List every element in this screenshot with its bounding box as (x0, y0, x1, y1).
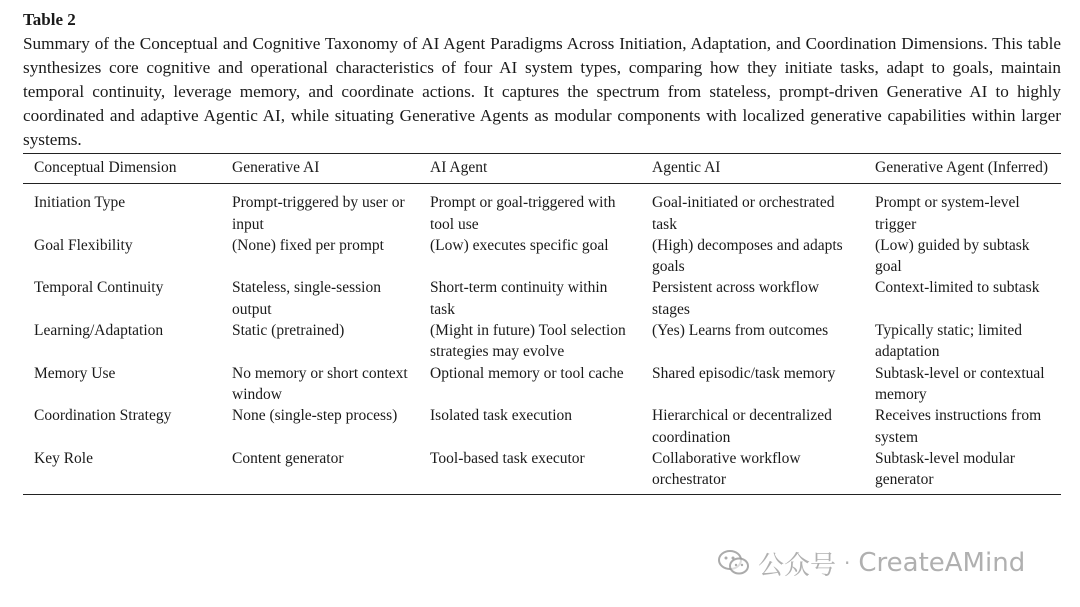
table-cell: Short-term continuity within task (430, 279, 608, 318)
table-row (23, 448, 1061, 495)
paper-page (23, 8, 1061, 489)
table-cell: Memory Use (34, 364, 116, 382)
table-cell: Learning/Adaptation (34, 322, 164, 340)
table-cell: Content generator (232, 449, 344, 467)
header-agentic-ai: Agentic AI (652, 159, 721, 176)
watermark-account: CreateAMind (858, 548, 1026, 578)
watermark-text: 公众号 (758, 550, 837, 581)
table-cell: Shared episodic/task memory (652, 364, 836, 382)
table-cell: Goal-initiated or orchestrated task (652, 194, 835, 233)
table-cell: Prompt or goal-triggered with tool use (430, 194, 616, 233)
table-cell: Subtask-level modular generator (875, 449, 1015, 489)
table-row (23, 235, 1061, 278)
table-header-row (23, 154, 1061, 184)
table-row (23, 320, 1061, 363)
table-cell: Optional memory or tool cache (430, 364, 624, 382)
table-cell: Hierarchical or decentralized coordination (652, 407, 832, 446)
taxonomy-table (23, 153, 1061, 495)
table-cell: (Low) guided by subtask goal (875, 236, 1030, 276)
table-cell: Key Role (34, 449, 93, 467)
header-generative-ai: Generative AI (232, 159, 320, 176)
table-cell: Subtask-level or contextual memory (875, 364, 1045, 403)
table-row (23, 405, 1061, 448)
table-row (23, 184, 1061, 235)
table-cell: Stateless, single-session output (232, 279, 381, 318)
table-cell: Context-limited to subtask (875, 279, 1040, 297)
table-cell: Prompt-triggered by user or input (232, 194, 405, 233)
table-cell: Temporal Continuity (34, 279, 164, 297)
header-conceptual-dimension: Conceptual Dimension (34, 159, 177, 176)
table-cell: Collaborative workflow orchestrator (652, 449, 801, 489)
watermark-separator: · (844, 551, 851, 575)
table-cell: Isolated task execution (430, 407, 573, 425)
table-cell: None (single-step process) (232, 407, 398, 425)
table-cell: Tool-based task executor (430, 449, 585, 467)
header-ai-agent: AI Agent (430, 159, 488, 176)
table-cell: Receives instructions from system (875, 407, 1042, 446)
table-cell: (None) fixed per prompt (232, 236, 384, 254)
table-cell: (Might in future) Tool selection strategies may evolve (430, 322, 626, 361)
table-cell: Prompt or system-level trigger (875, 194, 1020, 233)
table-cell: (Low) executes specific goal (430, 236, 609, 254)
table-cell: No memory or short context window (232, 364, 408, 403)
watermark (718, 546, 1025, 580)
table-cell: Static (pretrained) (232, 322, 345, 340)
table-cell: Initiation Type (34, 194, 126, 212)
table-cell: Persistent across workflow stages (652, 279, 820, 318)
table-cell: Coordination Strategy (34, 407, 172, 425)
table-cell: Goal Flexibility (34, 236, 133, 254)
table-cell: (High) decomposes and adapts goals (652, 236, 843, 276)
table-cell: (Yes) Learns from outcomes (652, 322, 829, 340)
table-cell: Typically static; limited adaptation (875, 322, 1022, 361)
table-label: Table 2 (23, 10, 76, 29)
table-row (23, 277, 1061, 320)
wechat-icon (718, 549, 750, 577)
table-row (23, 363, 1061, 406)
table-caption: Summary of the Conceptual and Cognitive Taxonomy of AI Agent Paradigms Across Initiation, Adaptation, and Coordination Dimensions. This table synthesizes core cognitive and operational characteristics of four AI system types, comparing how they initiate tasks, adapt to goals, maintain temporal continuity, leverage memory, and coordinate actions. It captures the spectrum from stateless, prompt-driven Generative AI to highly coordinated and adaptive Agentic AI, while situating Generative Agents as modular components with localized generative capabilities within larger systems. (23, 34, 1061, 149)
header-generative-agent: Generative Agent (Inferred) (875, 159, 1048, 176)
